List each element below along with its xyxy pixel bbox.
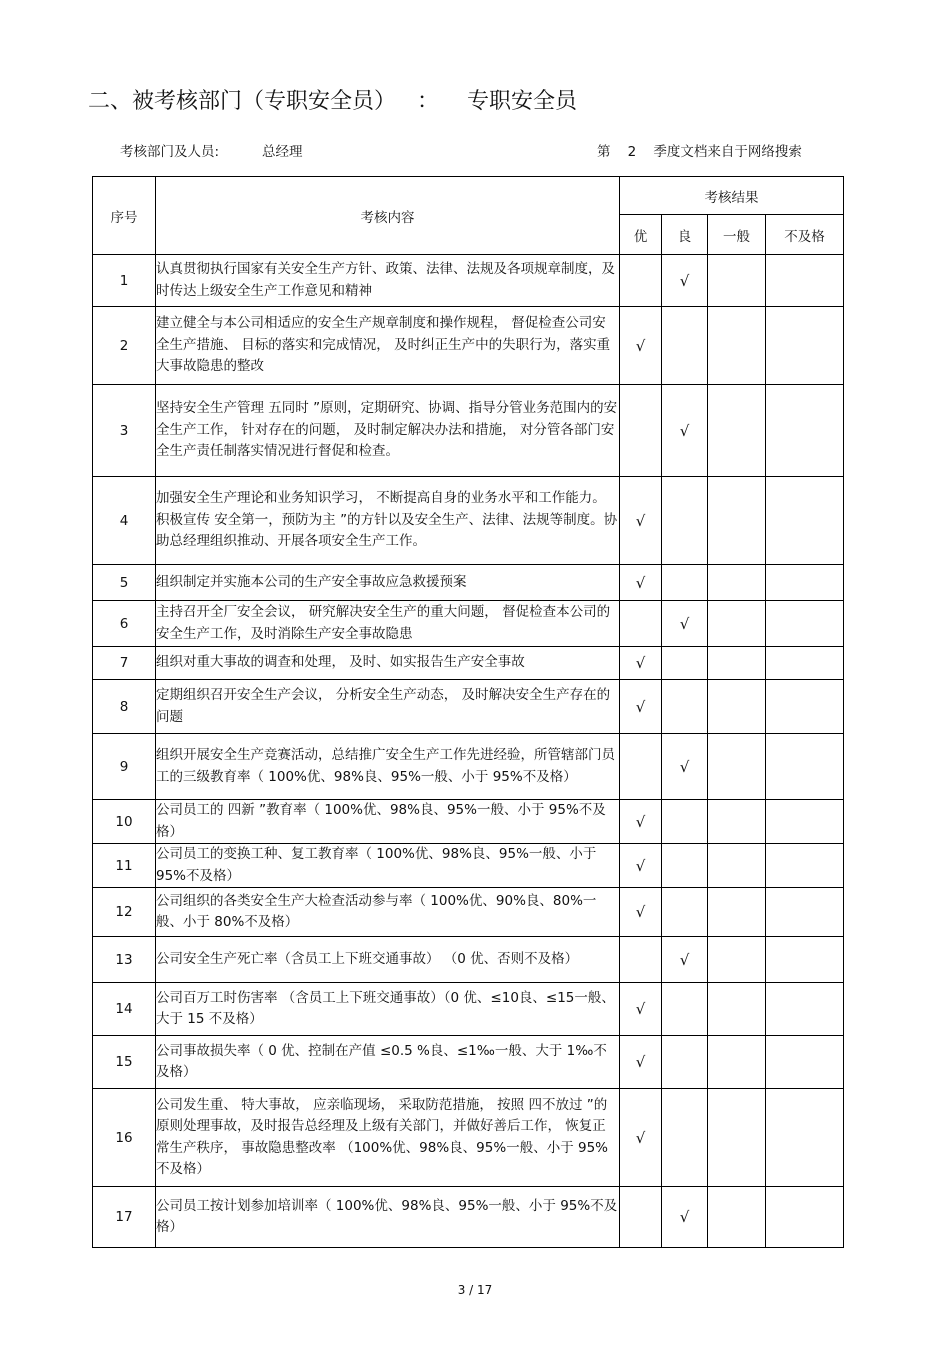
table-row [93, 734, 844, 800]
row-content: 公司发生重、 特大事故， 应亲临现场， 采取防范措施， 按照 四不放过 ”的原则处理事故，及时报告总经理及上级有关部门，并做好善后工作， 恢复正常生产秩序， 事故隐患整改率 （100%优、98%良、95%一般、小于 95%不及格） [156, 1089, 620, 1187]
row-index: 1 [93, 255, 156, 307]
table-row [93, 647, 844, 680]
header-index: 序号 [93, 177, 156, 255]
table-row [93, 255, 844, 307]
grade-cell-excellent [620, 734, 662, 800]
grade-cell-excellent [620, 601, 662, 647]
grade-cell-average [708, 983, 766, 1036]
grade-cell-good: √ [662, 937, 708, 983]
grade-cell-average [708, 734, 766, 800]
row-content: 公司安全生产死亡率（含员工上下班交通事故） （0 优、否则不及格） [156, 937, 620, 983]
grade-cell-fail [766, 385, 844, 477]
grade-cell-average [708, 888, 766, 937]
grade-cell-excellent [620, 1187, 662, 1248]
grade-cell-fail [766, 844, 844, 888]
header-grade-good: 良 [662, 215, 708, 255]
header-grade-fail: 不及格 [766, 215, 844, 255]
row-content: 加强安全生产理论和业务知识学习， 不断提高自身的业务水平和工作能力。积极宣传 安全第一，预防为主 ”的方针以及安全生产、法律、法规等制度。协助总经理组织推动、开展各项安全生产工作。 [156, 477, 620, 565]
table-row [93, 1089, 844, 1187]
grade-cell-fail [766, 888, 844, 937]
grade-cell-average [708, 601, 766, 647]
grade-cell-good [662, 477, 708, 565]
row-index: 17 [93, 1187, 156, 1248]
table-row [93, 1187, 844, 1248]
assessment-table [92, 176, 844, 1248]
grade-cell-good [662, 647, 708, 680]
grade-cell-good [662, 844, 708, 888]
grade-cell-excellent: √ [620, 477, 662, 565]
grade-cell-average [708, 307, 766, 385]
grade-cell-good [662, 1036, 708, 1089]
table-row [93, 800, 844, 844]
grade-cell-good [662, 888, 708, 937]
grade-cell-average [708, 565, 766, 601]
grade-cell-excellent: √ [620, 800, 662, 844]
grade-cell-fail [766, 601, 844, 647]
grade-cell-fail [766, 983, 844, 1036]
grade-cell-fail [766, 477, 844, 565]
row-index: 12 [93, 888, 156, 937]
grade-cell-excellent: √ [620, 680, 662, 734]
row-index: 5 [93, 565, 156, 601]
table-row [93, 385, 844, 477]
table-row [93, 477, 844, 565]
grade-cell-average [708, 844, 766, 888]
header-content: 考核内容 [156, 177, 620, 255]
grade-cell-average [708, 800, 766, 844]
row-content: 坚持安全生产管理 五同时 ”原则，定期研究、协调、指导分管业务范围内的安全生产工作， 针对存在的问题， 及时制定解决办法和措施， 对分管各部门安全生产责任制落实情况进行督促和检查。 [156, 385, 620, 477]
table-row [93, 307, 844, 385]
grade-cell-fail [766, 647, 844, 680]
row-content: 公司员工的 四新 ”教育率（ 100%优、98%良、95%一般、小于 95%不及格） [156, 800, 620, 844]
grade-cell-fail [766, 1089, 844, 1187]
grade-cell-good [662, 983, 708, 1036]
row-content: 组织对重大事故的调查和处理， 及时、如实报告生产安全事故 [156, 647, 620, 680]
table-row [93, 565, 844, 601]
row-content: 公司员工按计划参加培训率（ 100%优、98%良、95%一般、小于 95%不及格） [156, 1187, 620, 1248]
table-row [93, 888, 844, 937]
grade-cell-excellent: √ [620, 844, 662, 888]
grade-cell-fail [766, 255, 844, 307]
table-body [93, 255, 844, 1248]
quarter-line: 第 2 季度文档来自于网络搜索 [597, 144, 802, 160]
row-index: 10 [93, 800, 156, 844]
grade-cell-excellent: √ [620, 565, 662, 601]
grade-cell-fail [766, 800, 844, 844]
grade-cell-average [708, 1089, 766, 1187]
grade-cell-fail [766, 680, 844, 734]
row-content: 公司组织的各类安全生产大检查活动参与率（ 100%优、90%良、80%一般、小于 80%不及格） [156, 888, 620, 937]
grade-cell-excellent: √ [620, 1036, 662, 1089]
row-content: 公司百万工时伤害率 （含员工上下班交通事故）（0 优、≤10良、≤15一般、大于 15 不及格） [156, 983, 620, 1036]
header-result: 考核结果 [620, 177, 844, 215]
grade-cell-fail [766, 937, 844, 983]
grade-cell-excellent [620, 255, 662, 307]
grade-cell-good [662, 680, 708, 734]
header-grade-excellent: 优 [620, 215, 662, 255]
grade-cell-excellent: √ [620, 983, 662, 1036]
grade-cell-good [662, 565, 708, 601]
grade-cell-average [708, 1187, 766, 1248]
row-index: 3 [93, 385, 156, 477]
grade-cell-good: √ [662, 255, 708, 307]
table-row [93, 1036, 844, 1089]
grade-cell-excellent [620, 385, 662, 477]
row-index: 13 [93, 937, 156, 983]
row-content: 认真贯彻执行国家有关安全生产方针、政策、法律、法规及各项规章制度，及时传达上级安全生产工作意见和精神 [156, 255, 620, 307]
grade-cell-fail [766, 1187, 844, 1248]
grade-cell-average [708, 477, 766, 565]
row-index: 7 [93, 647, 156, 680]
table-row [93, 983, 844, 1036]
table-row [93, 680, 844, 734]
row-index: 16 [93, 1089, 156, 1187]
grade-cell-average [708, 647, 766, 680]
row-index: 8 [93, 680, 156, 734]
grade-cell-excellent: √ [620, 307, 662, 385]
row-index: 2 [93, 307, 156, 385]
grade-cell-excellent: √ [620, 1089, 662, 1187]
page-number: 3 / 17 [457, 1283, 493, 1297]
row-index: 4 [93, 477, 156, 565]
table-row [93, 844, 844, 888]
row-content: 公司事故损失率（ 0 优、控制在产值 ≤0.5 %良、≤1‰一般、大于 1‰不及格） [156, 1036, 620, 1089]
grade-cell-good: √ [662, 385, 708, 477]
grade-cell-fail [766, 565, 844, 601]
row-content: 组织开展安全生产竞赛活动，总结推广安全生产工作先进经验，所管辖部门员工的三级教育率（ 100%优、98%良、95%一般、小于 95%不及格） [156, 734, 620, 800]
grade-cell-average [708, 680, 766, 734]
row-content: 公司员工的变换工种、复工教育率（ 100%优、98%良、95%一般、小于 95%不及格） [156, 844, 620, 888]
table-row [93, 601, 844, 647]
page-title: 二、被考核部门（专职安全员） ： 专职安全员 [88, 89, 577, 114]
row-index: 9 [93, 734, 156, 800]
grade-cell-fail [766, 734, 844, 800]
grade-cell-excellent [620, 937, 662, 983]
grade-cell-good: √ [662, 601, 708, 647]
row-index: 15 [93, 1036, 156, 1089]
assessor-line: 考核部门及人员: 总经理 [120, 144, 303, 160]
row-content: 定期组织召开安全生产会议， 分析安全生产动态， 及时解决安全生产存在的问题 [156, 680, 620, 734]
row-content: 组织制定并实施本公司的生产安全事故应急救援预案 [156, 565, 620, 601]
row-index: 6 [93, 601, 156, 647]
grade-cell-good [662, 307, 708, 385]
grade-cell-fail [766, 307, 844, 385]
grade-cell-fail [766, 1036, 844, 1089]
row-index: 11 [93, 844, 156, 888]
table-row [93, 937, 844, 983]
grade-cell-excellent: √ [620, 647, 662, 680]
row-content: 建立健全与本公司相适应的安全生产规章制度和操作规程， 督促检查公司安全生产措施、 目标的落实和完成情况， 及时纠正生产中的失职行为，落实重大事故隐患的整改 [156, 307, 620, 385]
row-content: 主持召开全厂安全会议， 研究解决安全生产的重大问题， 督促检查本公司的安全生产工作，及时消除生产安全事故隐患 [156, 601, 620, 647]
grade-cell-average [708, 937, 766, 983]
grade-cell-good [662, 1089, 708, 1187]
grade-cell-average [708, 255, 766, 307]
grade-cell-good: √ [662, 1187, 708, 1248]
grade-cell-excellent: √ [620, 888, 662, 937]
header-grade-average: 一般 [708, 215, 766, 255]
row-index: 14 [93, 983, 156, 1036]
grade-cell-good [662, 800, 708, 844]
grade-cell-good: √ [662, 734, 708, 800]
grade-cell-average [708, 1036, 766, 1089]
grade-cell-average [708, 385, 766, 477]
